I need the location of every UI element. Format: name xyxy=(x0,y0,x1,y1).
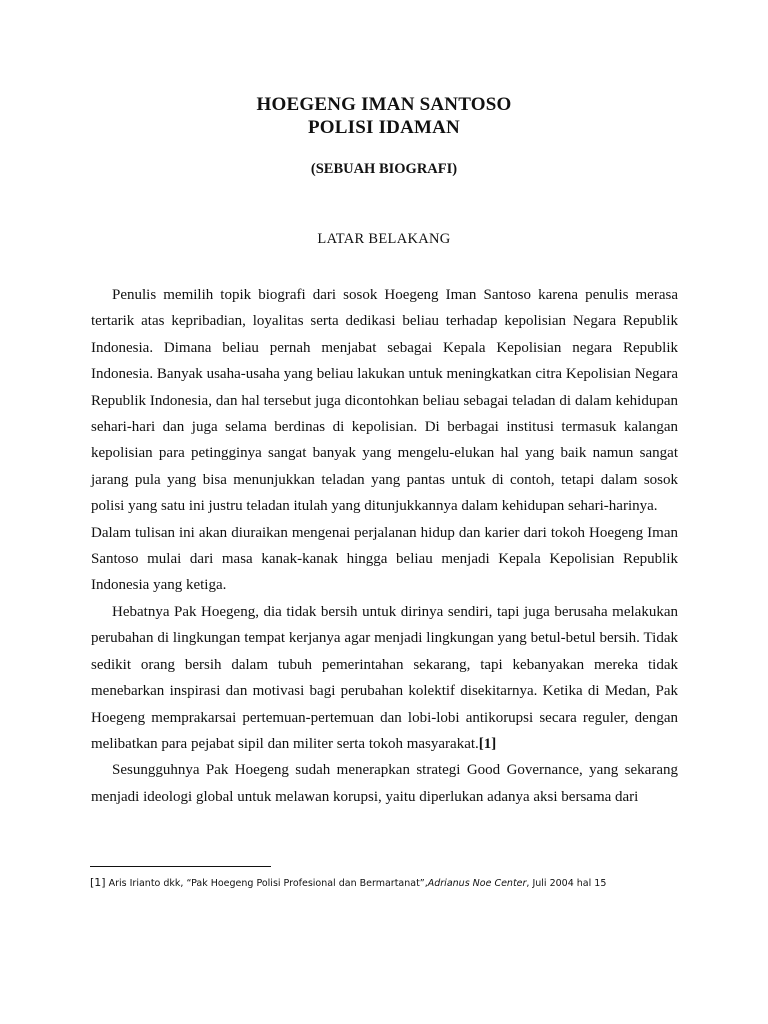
paragraph-2: Dalam tulisan ini akan diuraikan mengenai perjalanan hidup dan karier dari tokoh Hoegeng Iman Santoso mulai dari masa kanak-kanak hingga beliau menjadi Kepala Kepolisian Republik Indonesia yang ketiga. xyxy=(91,524,678,594)
footnote-source: Adrianus Noe Center xyxy=(427,878,527,889)
footnote xyxy=(90,876,690,891)
footnote-reference-link[interactable]: [1] xyxy=(478,735,497,752)
paragraph-3-text: Hebatnya Pak Hoegeng, dia tidak bersih untuk dirinya sendiri, tapi juga berusaha melakukan perubahan di lingkungan tempat kerjanya agar menjadi lingkungan yang betul-betul bersih. Tidak sedikit orang bersih dalam tubuh pemerintahan sekarang, tapi kebanyakan mereka tidak menebarkan inspirasi dan motivasi bagi perubahan kolektif disekitarnya. Ketika di Medan, Pak Hoegeng memprakarsai pertemuan-pertemuan dan lobi-lobi antikorupsi secara reguler, dengan melibatkan para pejabat sipil dan militer serta tokoh masyarakat. xyxy=(91,603,678,752)
footnote-mark: [1] xyxy=(90,876,106,889)
footnote-date: , Juli 2004 hal 15 xyxy=(526,878,607,889)
section-heading: LATAR BELAKANG xyxy=(317,231,451,247)
document-title-line-2: POLISI IDAMAN xyxy=(308,117,460,138)
document-title-line-1: HOEGENG IMAN SANTOSO xyxy=(256,94,512,115)
body-text xyxy=(91,282,678,810)
paragraph-1: Penulis memilih topik biografi dari sosok Hoegeng Iman Santoso karena penulis merasa tertarik atas kepribadian, loyalitas serta dedikasi beliau terhadap kepolisian Negara Republik Indonesia. Dimana beliau pernah menjabat sebagai Kepala Kepolisian negara Republik Indonesia. Banyak usaha-usaha yang beliau lakukan untuk meningkatkan citra Kepolisian Negara Republik Indonesia, dan hal tersebut juga dicontohkan beliau sebagai teladan di dalam kehidupan sehari-hari dan juga selama berdinas di kepolisian. Di berbagai institusi termasuk kalangan kepolisian para petingginya sangat banyak yang mengelu-elukan hal yang baik namun sangat jarang pula yang bisa menunjukkan teladan yang pantas untuk di contoh, tetapi dalam sosok polisi yang satu ini justru teladan itulah yang ditunjukkannya dalam kehidupan sehari-harinya. xyxy=(91,287,678,515)
paragraph-3 xyxy=(91,599,678,757)
paragraph-4: Sesungguhnya Pak Hoegeng sudah menerapkan strategi Good Governance, yang sekarang menjadi ideologi global untuk melawan korupsi, yaitu diperlukan adanya aksi bersama dari xyxy=(91,762,678,805)
footnote-divider xyxy=(90,866,271,867)
document-subtitle: (SEBUAH BIOGRAFI) xyxy=(310,161,458,177)
footnote-text: Aris Irianto dkk, “Pak Hoegeng Polisi Profesional dan Bermartanat”, xyxy=(105,878,428,889)
